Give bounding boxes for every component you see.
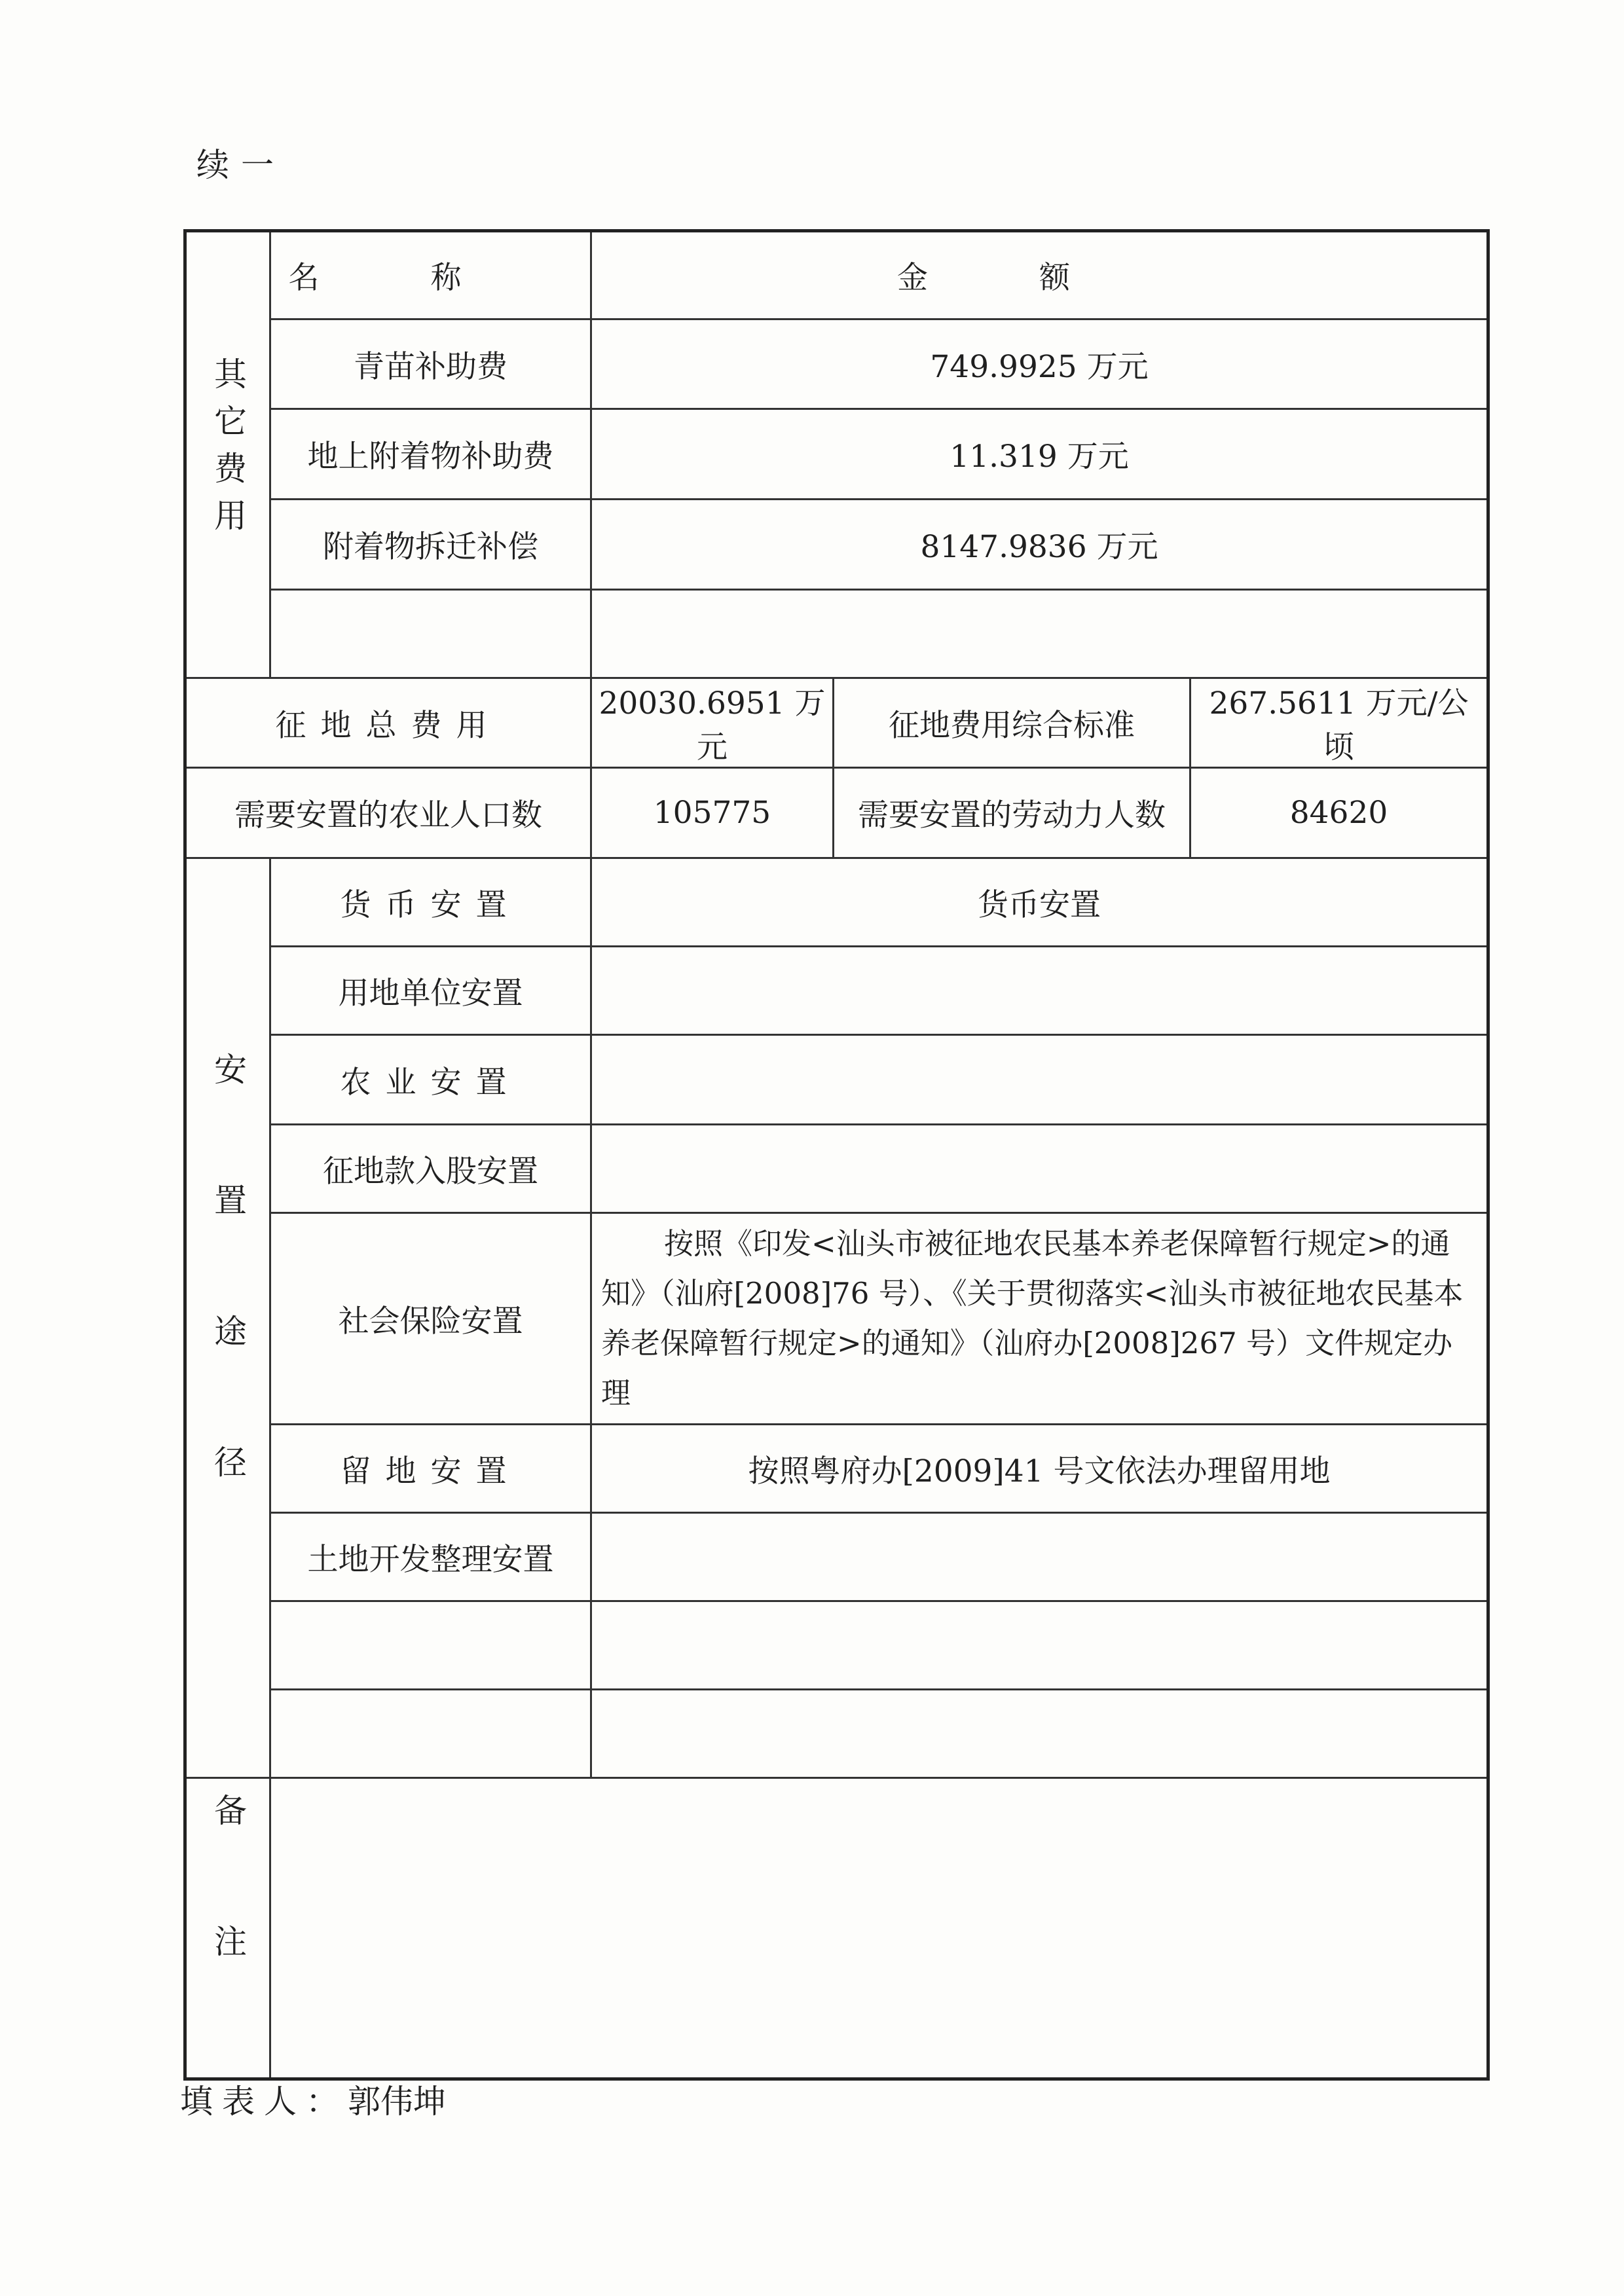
- land-acquisition-form: [183, 229, 1490, 2081]
- fee-amount: [591, 590, 1488, 678]
- filler-label: 填表人：: [180, 2083, 348, 2121]
- table-row: [185, 590, 1488, 678]
- remarks-content: [270, 1778, 1488, 2079]
- resettlement-name: 用地单位安置: [270, 947, 591, 1035]
- resettlement-name: [270, 1690, 591, 1778]
- fee-name: [270, 590, 591, 678]
- table-row: [185, 1425, 1488, 1513]
- remarks-label: 备注: [209, 1793, 247, 2055]
- resettlement-name: 征地款入股安置: [270, 1125, 591, 1213]
- resettlement-detail: [591, 1513, 1488, 1601]
- agri-population-value: 105775: [591, 768, 834, 858]
- table-row: [185, 319, 1488, 409]
- total-cost-value: 20030.6951 万元: [591, 678, 834, 768]
- fee-amount: 11.319 万元: [591, 409, 1488, 500]
- total-cost-label: 征地总费用: [185, 678, 591, 768]
- remarks-label-cell: [185, 1778, 270, 2079]
- resettlement-name: 土地开发整理安置: [270, 1513, 591, 1601]
- column-header-amount: 金额: [591, 231, 1488, 319]
- resettlement-detail: 货币安置: [591, 858, 1488, 947]
- table-header-row: [185, 231, 1488, 319]
- table-row: [185, 1513, 1488, 1601]
- resettlement-name: 货币安置: [270, 858, 591, 947]
- resettlement-detail: 按照粤府办[2009]41 号文依法办理留用地: [591, 1425, 1488, 1513]
- other-fees-group-label: 其它费用: [209, 356, 247, 545]
- labor-count-value: 84620: [1190, 768, 1488, 858]
- table-row: [185, 1690, 1488, 1778]
- table-row: [185, 1213, 1488, 1425]
- column-header-name: 名称: [270, 231, 591, 319]
- remarks-row: [185, 1778, 1488, 2079]
- fee-name: 地上附着物补助费: [270, 409, 591, 500]
- form-filler: [180, 2075, 446, 2123]
- cost-standard-value: 267.5611 万元/公顷: [1190, 678, 1488, 768]
- resettlement-detail: [591, 1035, 1488, 1125]
- other-fees-group-cell: [185, 231, 270, 678]
- table-row: [185, 409, 1488, 500]
- resettlement-name: 社会保险安置: [270, 1213, 591, 1425]
- labor-count-label: 需要安置的劳动力人数: [834, 768, 1190, 858]
- agri-population-label: 需要安置的农业人口数: [185, 768, 591, 858]
- cost-standard-label: 征地费用综合标准: [834, 678, 1190, 768]
- table-row: [185, 858, 1488, 947]
- filler-name: 郭伟坤: [348, 2083, 446, 2121]
- table-row: [185, 1601, 1488, 1690]
- resettlement-detail: [591, 1601, 1488, 1690]
- resettlement-name: 留地安置: [270, 1425, 591, 1513]
- population-row: [185, 768, 1488, 858]
- table-row: [185, 1125, 1488, 1213]
- total-cost-row: [185, 678, 1488, 768]
- table-row: [185, 947, 1488, 1035]
- resettlement-name: [270, 1601, 591, 1690]
- resettlement-detail: [591, 1690, 1488, 1778]
- table-row: [185, 1035, 1488, 1125]
- continuation-heading: 续一: [196, 146, 286, 184]
- fee-name: 附着物拆迁补偿: [270, 500, 591, 590]
- resettlement-detail: [591, 1125, 1488, 1213]
- resettlement-group-cell: [185, 858, 270, 1778]
- resettlement-group-label: 安置途径: [209, 1052, 247, 1576]
- fee-name: 青苗补助费: [270, 319, 591, 409]
- resettlement-name: 农业安置: [270, 1035, 591, 1125]
- resettlement-detail: [591, 947, 1488, 1035]
- resettlement-detail: 按照《印发<汕头市被征地农民基本养老保障暂行规定>的通知》（汕府[2008]76 号）、《关于贯彻落实<汕头市被征地农民基本养老保障暂行规定>的通知》（汕府办[2008]267 号）文件规定办理: [591, 1213, 1488, 1425]
- table-row: [185, 500, 1488, 590]
- fee-amount: 8147.9836 万元: [591, 500, 1488, 590]
- fee-amount: 749.9925 万元: [591, 319, 1488, 409]
